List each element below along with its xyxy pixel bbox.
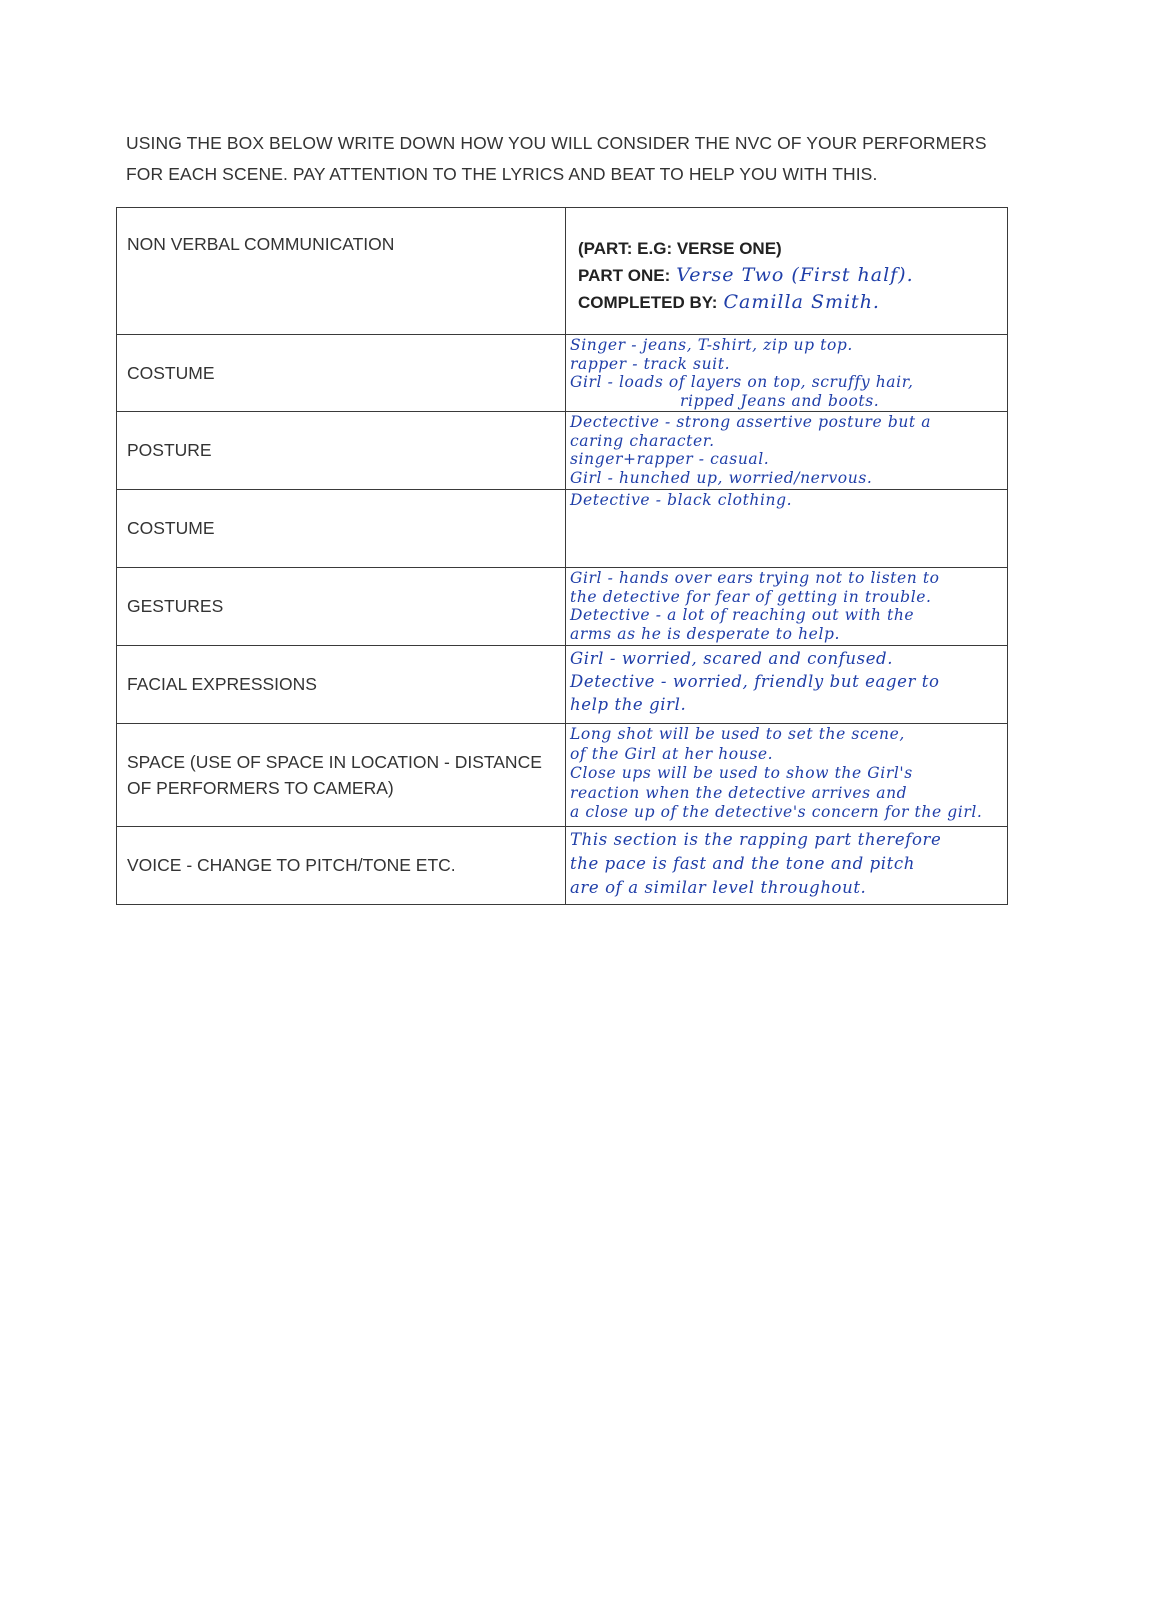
note-line: are of a similar level throughout. <box>570 878 867 897</box>
row-notes <box>566 646 1008 724</box>
row-label: GESTURES <box>117 568 566 646</box>
completed-by-label: COMPLETED BY: <box>578 293 718 312</box>
row-label: VOICE - CHANGE TO PITCH/TONE ETC. <box>117 827 566 905</box>
row-label: FACIAL EXPRESSIONS <box>117 646 566 724</box>
note-line: ripped Jeans and boots. <box>680 391 880 410</box>
note-line: rapper - track suit. <box>570 354 731 373</box>
completed-by-value: Camilla Smith. <box>723 291 880 313</box>
row-label: COSTUME <box>117 490 566 568</box>
note-line: singer+rapper - casual. <box>570 450 770 468</box>
note-line: caring character. <box>570 431 715 450</box>
row-notes <box>566 335 1008 412</box>
part-example: (PART: E.G: VERSE ONE) <box>578 239 782 258</box>
note-line: the pace is fast and the tone and pitch <box>570 854 915 873</box>
row-notes <box>566 827 1008 905</box>
instructions <box>126 128 1006 190</box>
note-line: Close ups will be used to show the Girl's <box>570 764 913 782</box>
instructions-line-2: FOR EACH SCENE. PAY ATTENTION TO THE LYRICS AND BEAT TO HELP YOU WITH THIS. <box>126 164 878 184</box>
row-label: COSTUME <box>117 335 566 412</box>
part-one-value: Verse Two (First half). <box>676 264 914 286</box>
table-row <box>117 724 1008 827</box>
note-line: Detective - black clothing. <box>570 491 793 509</box>
table-row <box>117 646 1008 724</box>
table-row <box>117 568 1008 646</box>
note-line: Dectective - strong assertive posture but a <box>570 413 932 431</box>
note-line: Girl - loads of layers on top, scruffy hair, <box>570 373 914 391</box>
note-line: arms as he is desperate to help. <box>570 624 841 643</box>
table-header-row <box>117 208 1008 335</box>
note-line: Detective - worried, friendly but eager to <box>570 672 940 691</box>
row-notes <box>566 568 1008 646</box>
note-line: reaction when the detective arrives and <box>570 783 908 802</box>
completed-by-line <box>578 289 997 316</box>
note-line: Girl - hands over ears trying not to listen to <box>570 569 940 587</box>
row-notes <box>566 724 1008 827</box>
note-line: Singer - jeans, T-shirt, zip up top. <box>570 336 853 354</box>
part-one-label: PART ONE: <box>578 266 671 285</box>
row-label: SPACE (USE OF SPACE IN LOCATION - DISTANCE OF PERFORMERS TO CAMERA) <box>117 724 566 827</box>
note-line: Girl - hunched up, worried/nervous. <box>570 468 873 487</box>
instructions-line-1: USING THE BOX BELOW WRITE DOWN HOW YOU WILL CONSIDER THE NVC OF YOUR PERFORMERS <box>126 133 987 153</box>
note-line: Girl - worried, scared and confused. <box>570 649 894 668</box>
note-line: help the girl. <box>570 695 687 714</box>
note-line: Detective - a lot of reaching out with the <box>570 606 915 624</box>
note-line: a close up of the detective's concern for the girl. <box>570 803 983 821</box>
table-row <box>117 412 1008 490</box>
note-line: Long shot will be used to set the scene, <box>570 725 905 743</box>
note-line: This section is the rapping part therefore <box>570 830 942 849</box>
nvc-table <box>116 207 1008 905</box>
note-line: the detective for fear of getting in trouble. <box>570 587 932 606</box>
note-line: of the Girl at her house. <box>570 744 774 763</box>
row-notes <box>566 490 1008 568</box>
header-nvc-label: NON VERBAL COMMUNICATION <box>117 208 566 335</box>
header-part-cell <box>566 208 1008 335</box>
table-row <box>117 335 1008 412</box>
part-one-line <box>578 262 997 289</box>
row-label: POSTURE <box>117 412 566 490</box>
row-notes <box>566 412 1008 490</box>
table-row <box>117 490 1008 568</box>
table-row <box>117 827 1008 905</box>
